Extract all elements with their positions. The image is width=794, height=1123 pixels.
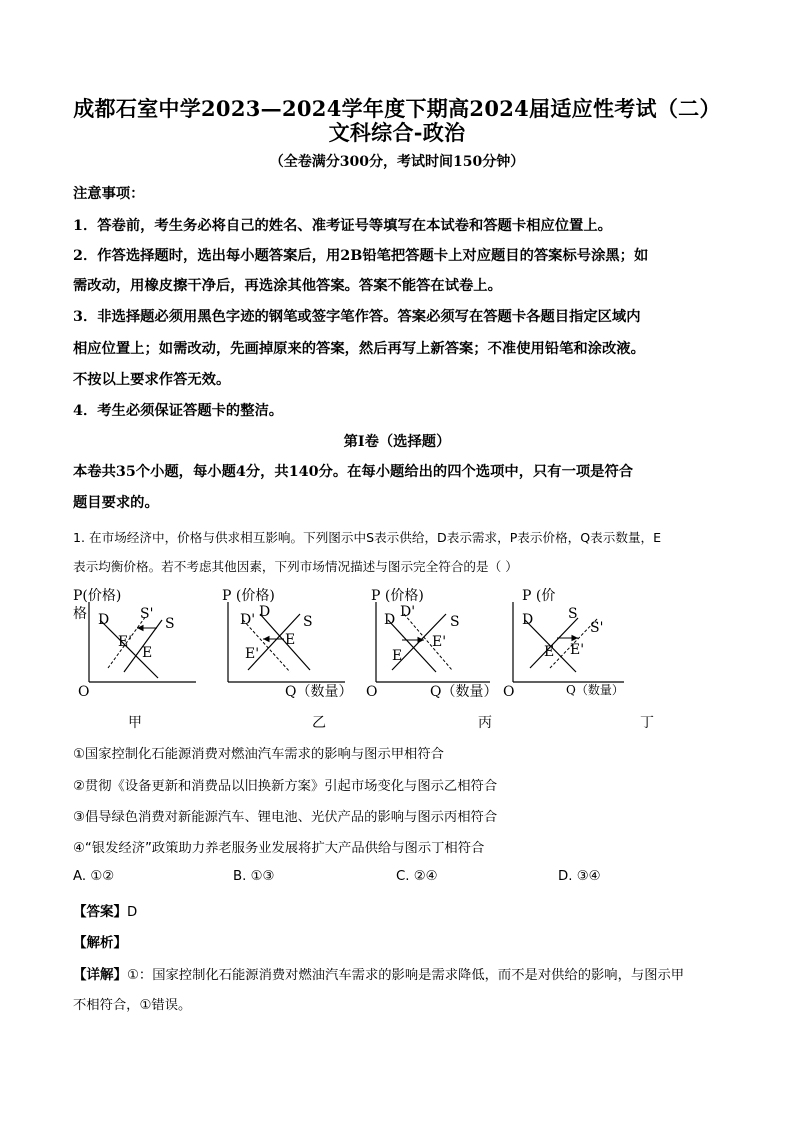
detail-line — [73, 963, 684, 983]
notes-line: 不按以上要求作答无效。 — [73, 372, 231, 388]
graph-jia-label-s-prime: S' — [140, 606, 154, 622]
exam-subtitle: 文科综合-政治 — [328, 120, 466, 145]
graph-ding-label-s-prime: S' — [590, 620, 604, 636]
exam-meta: （全卷满分300分，考试时间150分钟） — [269, 154, 525, 170]
option-a: A. ①② — [73, 869, 115, 884]
graph-ding-origin: O — [503, 684, 515, 700]
graph-jia-label-e: E — [142, 645, 153, 661]
graph-jia-p-label2: 格 — [73, 606, 87, 622]
notes-line: 需改动，用橡皮擦干净后，再选涂其他答案。答案不能答在试卷上。 — [73, 278, 502, 294]
section-desc: 题目要求的。 — [73, 495, 159, 511]
graph-caption: 乙 — [312, 715, 326, 731]
graph-caption: 丁 — [640, 715, 654, 731]
question-stem: 表示均衡价格。若不考虑其他因素，下列市场情况描述与图示完全符合的是（ ） — [73, 559, 518, 574]
graph-ding-label-s: S — [568, 606, 578, 622]
graph-jia — [73, 587, 196, 700]
question-stem: 1. 在市场经济中，价格与供求相互影响。下列图示中S表示供给，D表示需求，P表示价格，Q表示数量，E — [73, 530, 662, 545]
graph-yi — [222, 587, 352, 700]
graph-bing-origin: O — [366, 684, 378, 700]
graph-yi-label-e: E — [285, 632, 296, 648]
graph-yi-q-label: Q（数量） — [285, 684, 353, 700]
section-title: 第I卷（选择题） — [343, 434, 451, 450]
answer-tag: 【答案】 — [73, 904, 127, 920]
graph-yi-label-d: D — [259, 604, 271, 620]
detail-tag: 【详解】 — [73, 967, 127, 983]
notes-heading: 注意事项： — [73, 186, 145, 202]
graph-caption: 丙 — [478, 715, 492, 731]
graph-bing-q-label: Q（数量） — [430, 684, 498, 700]
graph-yi-p-label: P (价格) — [222, 588, 275, 604]
graph-bing-label-d: D — [384, 612, 396, 628]
graph-bing-p-label: P (价格) — [371, 588, 424, 604]
graph-bing-label-e-prime: E' — [432, 634, 447, 650]
graph-ding-label-e: E — [544, 644, 555, 660]
notes-line: 4．考生必须保证答题卡的整洁。 — [73, 403, 284, 419]
graph-jia-p-label: P(价格) — [73, 588, 122, 604]
detail-text: ①：国家控制化石能源消费对燃油汽车需求的影响是需求降低，而不是对供给的影响，与图示甲 — [127, 968, 685, 983]
option-c: C. ②④ — [396, 869, 438, 884]
supply-demand-graphs — [0, 580, 794, 730]
graph-ding-label-e-prime: E' — [570, 642, 585, 658]
statement: ③倡导绿色消费对新能源汽车、锂电池、光伏产品的影响与图示丙相符合 — [73, 810, 498, 825]
graph-ding — [503, 588, 624, 700]
graph-jia-label-d: D — [98, 612, 110, 628]
graph-bing — [366, 587, 497, 700]
option-d: D. ③④ — [558, 869, 601, 884]
notes-line: 3．非选择题必须用黑色字迹的钢笔或签字笔作答。答案必须写在答题卡各题目指定区域内 — [73, 309, 641, 325]
graph-jia-origin: O — [78, 684, 90, 700]
option-b: B. ①③ — [233, 869, 275, 884]
exam-title: 成都石室中学2023—2024学年度下期高2024届适应性考试（二） — [73, 96, 721, 121]
section-desc: 本卷共35个小题，每小题4分，共140分。在每小题给出的四个选项中，只有一项是符合 — [73, 464, 634, 480]
answer-value: D — [127, 905, 138, 920]
graph-ding-label-d: D — [522, 612, 534, 628]
notes-line: 相应位置上；如需改动，先画掉原来的答案，然后再写上新答案；不准使用铅笔和涂改液。 — [73, 341, 645, 357]
statement: ②贯彻《设备更新和消费品以旧换新方案》引起市场变化与图示乙相符合 — [73, 779, 498, 794]
graph-ding-p-label: P (价 — [522, 588, 556, 604]
statement: ①国家控制化石能源消费对燃油汽车需求的影响与图示甲相符合 — [73, 747, 444, 762]
graph-bing-label-d-prime: D' — [400, 604, 416, 620]
graph-yi-label-d-prime: D' — [240, 612, 256, 628]
graph-bing-label-s: S — [450, 614, 460, 630]
answer-line — [73, 900, 137, 920]
graph-ding-q-label: Q（数量） — [566, 683, 624, 697]
notes-line: 1．答卷前，考生务必将自己的姓名、准考证号等填写在本试卷和答题卡相应位置上。 — [73, 218, 612, 234]
statement: ④“银发经济”政策助力养老服务业发展将扩大产品供给与图示丁相符合 — [73, 841, 485, 856]
graph-bing-label-e: E — [392, 648, 403, 664]
notes-line: 2．作答选择题时，选出每小题答案后，用2B铅笔把答题卡上对应题目的答案标号涂黑；如 — [73, 248, 649, 264]
graph-yi-label-s: S — [303, 614, 313, 630]
graph-jia-label-s: S — [165, 616, 175, 632]
graph-yi-label-e-prime: E' — [245, 646, 260, 662]
analysis-tag: 【解析】 — [73, 935, 127, 951]
graph-jia-label-e-prime: E' — [118, 634, 133, 650]
graph-caption: 甲 — [128, 715, 142, 731]
detail-line-2: 不相符合，①错误。 — [73, 998, 192, 1013]
